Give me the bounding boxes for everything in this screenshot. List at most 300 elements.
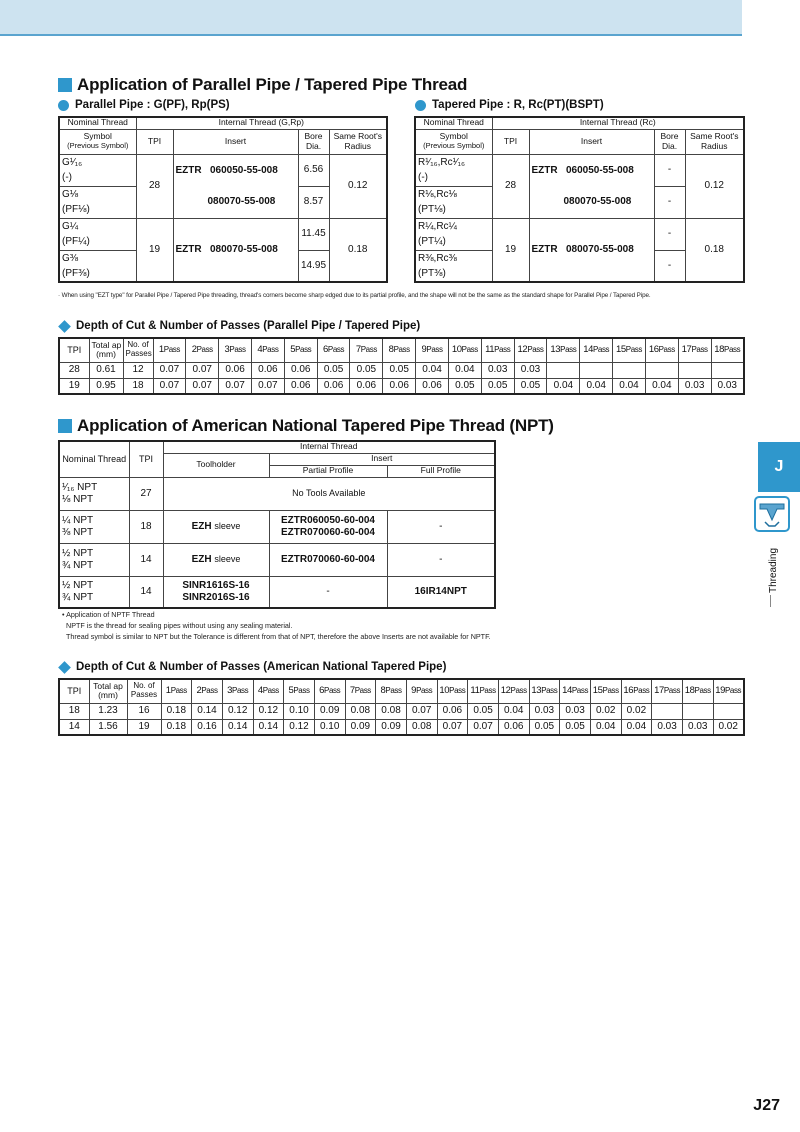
depth-cut-title-1 [58,320,420,332]
depth-value-cell: 0.16 [192,719,223,735]
pass-unit: Pass [201,685,218,695]
symbol-cell: G¹⁄₁₆ [59,154,136,170]
section-square-icon [58,78,72,92]
parallel-pipe-title [58,99,230,111]
header-pass-number [284,679,315,703]
symbol-cell: (PF⅜) [59,266,136,282]
section-title-npt-text: Application of American National Tapered Pipe Thread (NPT) [77,416,554,435]
symbol-cell: (PF⅛) [59,202,136,218]
depth-value-cell: 0.10 [284,703,315,719]
depth-value-cell: 0.03 [481,362,514,378]
depth-value-cell: 0.07 [186,378,219,394]
pass-number: 9 [411,684,417,696]
depth-value-cell: 0.12 [222,703,253,719]
depth-value-cell: 0.06 [219,362,252,378]
header-pass-number [678,338,711,362]
symbol-cell: (PT⅛) [415,202,492,218]
depth-value-cell: 0.05 [448,378,481,394]
pass-unit: Pass [527,344,544,354]
toolholder-cell [163,576,269,608]
pass-number: 18 [714,343,725,355]
parallel-pipe-table [58,116,388,283]
pass-unit: Pass [691,344,708,354]
pass-unit: Pass [295,344,312,354]
depth-value-cell: 0.04 [416,362,449,378]
pass-number: 3 [227,684,233,696]
bullet-circle-icon [58,100,69,111]
header-radius-1: Same Root's [690,130,739,141]
thread-cell [59,477,129,510]
pass-unit: Pass [393,344,410,354]
depth-value-cell: 0.09 [314,703,345,719]
symbol-cell: R⅛,Rc⅛ [415,186,492,202]
symbol-cell: (PF¼) [59,234,136,250]
insert-code: 060050-55-008 [209,164,278,176]
header-pass-number [560,679,591,703]
depth-value-cell: 0.02 [713,719,744,735]
header-total-ap [89,679,127,703]
depth-value-cell: 0.04 [498,703,529,719]
header-tpi: TPI [59,338,89,362]
passes-cell: 19 [127,719,161,735]
depth-value-cell: 0.03 [529,703,560,719]
pass-number: 5 [288,684,294,696]
pass-unit: Pass [602,685,619,695]
depth-value-cell [613,362,646,378]
tpi-cell: 28 [59,362,89,378]
depth-value-cell [645,362,678,378]
pass-unit: Pass [327,344,345,354]
pass-number: 1 [158,343,164,355]
depth-cut-title-2-text: Depth of Cut & Number of Passes (American National Tapered Pipe) [76,661,447,673]
depth-value-cell: 0.07 [468,719,499,735]
header-pass-number [251,338,284,362]
tpi-cell: 18 [129,510,163,543]
insert-code: 080070-55-008 [565,244,634,255]
depth-value-cell: 0.06 [416,378,449,394]
bore-cell: 14.95 [298,250,329,282]
depth-value-cell: 0.07 [153,362,186,378]
depth-value-cell: 0.12 [284,719,315,735]
top-header-band [0,0,742,36]
symbol-cell: (PT⅜) [415,266,492,282]
header-radius-1: Same Root's [333,130,382,141]
insert-prefix: EZTR [175,164,202,176]
insert-cell [173,154,298,186]
thread-name: ¾ NPT [62,559,94,571]
table-row [59,362,744,378]
header-toolholder: Toolholder [163,453,269,477]
pass-unit: Pass [658,344,675,354]
passes-cell: 12 [123,362,153,378]
depth-value-cell: 0.09 [345,719,376,735]
page-number: J27 [753,1097,780,1114]
pass-number: 15 [592,684,603,696]
depth-value-cell: 0.06 [383,378,416,394]
header-pass-number [437,679,468,703]
total-ap-cell: 1.56 [89,719,127,735]
header-pass-number [621,679,652,703]
header-pass-number [547,338,580,362]
total-ap-cell: 1.23 [89,703,127,719]
depth-value-cell: 0.07 [406,703,437,719]
header-radius [685,129,744,154]
tapered-pipe-title-text: Tapered Pipe : R, Rc(PT)(BSPT) [432,99,604,111]
holder-code: SINR1616S-16 [182,580,250,592]
pass-number: 19 [715,684,725,696]
holder-suffix: sleeve [214,520,241,531]
header-pass-number [153,338,186,362]
depth-value-cell [678,362,711,378]
header-passes-1: No. of [127,340,149,350]
depth-value-cell [652,703,683,719]
bore-cell: - [654,218,685,250]
insert-prefix: EZTR [531,244,558,255]
insert-code: EZTR070060-60-004 [281,526,375,538]
pass-number: 13 [550,343,561,355]
tpi-cell: 14 [129,576,163,608]
depth-value-cell: 0.06 [437,703,468,719]
header-radius-2: Radius [344,140,371,151]
pass-number: 9 [421,343,427,355]
pass-unit: Pass [592,344,610,354]
pass-number: 3 [224,343,230,355]
header-pass-number [514,338,547,362]
depth-value-cell: 0.06 [350,378,383,394]
pass-number: 10 [439,684,450,696]
pass-unit: Pass [354,685,371,695]
depth-value-cell: 0.05 [514,378,547,394]
pass-number: 16 [648,343,659,355]
section-square-icon [58,419,72,433]
side-label [756,540,792,600]
header-pass-number [284,338,317,362]
depth-value-cell: 0.04 [448,362,481,378]
depth-value-cell: 0.04 [645,378,678,394]
pass-number: 8 [388,343,394,355]
symbol-cell: R¼,Rc¼ [415,218,492,234]
depth-value-cell: 0.03 [560,703,591,719]
pass-number: 14 [583,343,593,355]
header-prev-symbol: (Previous Symbol) [67,141,129,151]
radius-cell: 0.18 [329,218,387,282]
depth-value-cell: 0.10 [314,719,345,735]
depth-value-cell: 0.05 [383,362,416,378]
header-internal-thread: Internal Thread (Rc) [492,117,744,129]
header-symbol [59,129,136,154]
insert-cell [529,154,654,186]
tpi-cell: 14 [59,719,89,735]
depth-cut-title-1-text: Depth of Cut & Number of Passes (Parallel Pipe / Tapered Pipe) [76,320,421,332]
header-pass-number [314,679,345,703]
depth-value-cell: 0.07 [153,378,186,394]
pass-unit: Pass [385,685,402,695]
header-pass-number [161,679,192,703]
radius-cell: 0.12 [685,154,744,218]
insert-prefix: EZTR [531,164,558,176]
depth-value-cell: 0.04 [613,378,646,394]
depth-value-cell: 0.08 [376,703,407,719]
header-tpi: TPI [59,679,89,703]
tpi-cell: 28 [136,154,173,218]
pass-unit: Pass [416,685,433,695]
bore-cell: 6.56 [298,154,329,186]
pass-number: 12 [500,684,511,696]
bullet-diamond-icon [58,320,71,333]
pass-number: 11 [485,343,495,355]
symbol-cell: (-) [59,170,136,186]
passes-cell: 18 [123,378,153,394]
depth-value-cell: 0.05 [350,362,383,378]
header-passes-2: Passes [130,690,158,700]
header-pass-number [219,338,252,362]
full-profile-cell: 16IR14NPT [387,576,495,608]
pass-number: 5 [290,343,296,355]
header-passes-1: No. of [133,681,155,691]
pass-unit: Pass [229,344,246,354]
symbol-cell: (PT¼) [415,234,492,250]
symbol-cell: R⅜,Rc⅜ [415,250,492,266]
threading-tool-icon [754,496,790,532]
pass-unit: Pass [232,685,249,695]
header-passes [123,338,153,362]
depth-value-cell: 0.07 [186,362,219,378]
pass-unit: Pass [262,344,279,354]
pass-number: 17 [654,684,664,696]
pass-unit: Pass [560,344,577,354]
symbol-cell: G¼ [59,218,136,234]
pass-unit: Pass [360,344,377,354]
thread-name: ½ NPT [62,580,94,592]
header-pass-number [383,338,416,362]
header-total-ap-2: (mm) [98,690,118,701]
depth-value-cell [547,362,580,378]
depth-value-cell: 0.09 [376,719,407,735]
passes-cell: 16 [127,703,161,719]
header-pass-number [711,338,744,362]
depth-cut-table-2 [58,678,745,736]
section-title-text: Application of Parallel Pipe / Tapered Pipe Thread [77,75,468,94]
pass-number: 17 [681,343,692,355]
tapered-pipe-title [415,99,604,111]
header-symbol-text: Symbol [439,131,468,142]
total-ap-cell: 0.95 [89,378,123,394]
thread-name: ½ NPT [62,548,94,559]
depth-value-cell: 0.04 [580,378,613,394]
pass-unit: Pass [449,685,466,695]
thread-name: ¾ NPT [62,591,94,603]
header-pass-number [416,338,449,362]
no-tools-cell: No Tools Available [163,477,495,510]
parallel-pipe-title-text: Parallel Pipe : G(PF), Rp(PS) [75,99,230,111]
header-pass-number [580,338,613,362]
header-tpi: TPI [492,129,529,154]
depth-value-cell: 0.06 [317,378,350,394]
depth-value-cell: 0.05 [481,378,514,394]
pass-unit: Pass [170,685,187,695]
section-title-npt [58,416,554,436]
header-pass-number [448,338,481,362]
pass-number: 2 [196,684,202,696]
header-pass-number [713,679,744,703]
pass-unit: Pass [694,685,711,695]
partial-profile-cell: - [269,576,387,608]
header-nominal-thread: Nominal Thread [59,441,129,477]
symbol-cell: G⅛ [59,186,136,202]
header-radius [329,129,387,154]
header-passes-2: Passes [125,349,152,359]
depth-value-cell: 0.07 [437,719,468,735]
depth-value-cell [682,703,713,719]
depth-value-cell [711,362,744,378]
pass-unit: Pass [461,344,478,354]
pass-unit: Pass [510,685,527,695]
insert-cell: 080070-55-008 [529,186,654,218]
pass-number: 15 [616,343,626,355]
radius-cell: 0.18 [685,218,744,282]
depth-value-cell: 0.03 [652,719,683,735]
depth-value-cell: 0.03 [711,378,744,394]
nptf-note-line: Thread symbol is similar to NPT but the Tolerance is different from that of NPT, therefore the above Inserts are not available for NPTF. [66,632,491,641]
pass-unit: Pass [262,685,279,695]
depth-value-cell: 0.06 [498,719,529,735]
header-pass-number [376,679,407,703]
pass-number: 12 [517,343,528,355]
insert-code: EZTR060050-60-004 [281,515,375,526]
header-full-profile: Full Profile [387,465,495,477]
depth-value-cell: 0.05 [529,719,560,735]
header-pass-number [186,338,219,362]
tpi-cell: 19 [59,378,89,394]
tpi-cell: 19 [492,218,529,282]
bullet-circle-icon [415,100,426,111]
threading-tool-svg [756,498,788,530]
depth-value-cell: 0.05 [468,703,499,719]
pass-unit: Pass [163,344,180,354]
header-pass-number [590,679,621,703]
chapter-tab[interactable]: J [758,442,800,492]
depth-value-cell: 0.03 [678,378,711,394]
holder-code: SINR2016S-16 [182,591,250,603]
header-bore [298,129,329,154]
pass-number: 1 [165,684,171,696]
depth-value-cell: 0.05 [560,719,591,735]
header-pass-number [350,338,383,362]
header-bore-text: Bore [304,130,323,141]
insert-code: 080070-55-008 [209,244,278,255]
header-pass-number [529,679,560,703]
symbol-cell: G⅜ [59,250,136,266]
insert-prefix: EZTR [175,244,202,255]
pipe-thread-note: · When using "EZT type" for Parallel Pipe / Tapered Pipe threading, thread's corners become sharp edged due to its partial profile, and the shape will not be the same as the standard shape for Parallel Pipe / Tapered Pipe. [58,292,651,299]
header-bore-dia: Dia. [305,140,322,151]
holder-code: EZH [191,520,212,532]
pass-unit: Pass [724,685,742,695]
header-pass-number [192,679,223,703]
header-pass-number [498,679,529,703]
depth-value-cell: 0.02 [621,703,652,719]
header-pass-number [253,679,284,703]
pass-unit: Pass [426,344,443,354]
toolholder-cell [163,543,269,576]
header-tpi: TPI [136,129,173,154]
header-radius-2: Radius [701,140,728,151]
depth-value-cell [713,703,744,719]
header-tpi: TPI [129,441,163,477]
depth-value-cell: 0.04 [547,378,580,394]
header-nominal-thread: Nominal Thread [415,117,492,129]
tapered-pipe-table [414,116,745,283]
pass-number: 16 [623,684,634,696]
depth-cut-title-2 [58,661,446,673]
header-partial-profile: Partial Profile [269,465,387,477]
header-internal-thread: Internal Thread [163,441,495,453]
total-ap-cell: 0.61 [89,362,123,378]
tpi-cell: 19 [136,218,173,282]
header-pass-number [613,338,646,362]
pass-number: 14 [562,684,572,696]
header-prev-symbol: (Previous Symbol) [423,141,485,151]
pass-number: 13 [531,684,542,696]
depth-value-cell: 0.07 [219,378,252,394]
nptf-note-line: NPTF is the thread for sealing pipes without using any sealing material. [66,621,293,630]
holder-code: EZH [191,553,212,565]
depth-value-cell: 0.06 [284,378,317,394]
nptf-notes [62,609,491,642]
pass-number: 6 [323,343,328,355]
pass-number: 4 [257,684,263,696]
header-passes [127,679,161,703]
pass-unit: Pass [633,685,650,695]
bore-cell: 11.45 [298,218,329,250]
header-symbol [415,129,492,154]
depth-value-cell: 0.18 [161,719,192,735]
pass-number: 2 [191,343,197,355]
full-profile-cell: - [387,543,495,576]
header-total-ap [89,338,123,362]
npt-table [58,440,496,609]
header-internal-thread: Internal Thread (G,Rp) [136,117,387,129]
symbol-cell: R¹⁄₁₆,Rc¹⁄₁₆ [415,154,492,170]
header-insert: Insert [529,129,654,154]
header-nominal-thread: Nominal Thread [59,117,136,129]
pass-number: 11 [470,684,480,696]
header-pass-number [317,338,350,362]
pass-unit: Pass [663,685,681,695]
header-pass-number [406,679,437,703]
partial-profile-cell: EZTR070060-60-004 [269,543,387,576]
nptf-note-line: • Application of NPTF Thread [62,610,155,619]
section-title-pipe-thread [58,75,467,95]
holder-suffix: sleeve [214,553,241,564]
pass-number: 6 [319,684,325,696]
header-pass-number [222,679,253,703]
tpi-cell: 14 [129,543,163,576]
toolholder-cell [163,510,269,543]
insert-cell: 080070-55-008 [173,186,298,218]
table-row [59,719,744,735]
thread-name: ⅜ NPT [62,526,94,538]
pass-number: 4 [257,343,263,355]
pass-number: 7 [355,343,361,355]
depth-value-cell: 0.08 [406,719,437,735]
insert-cell [173,218,298,282]
thread-cell [59,510,129,543]
pass-number: 7 [349,684,355,696]
pass-number: 8 [380,684,386,696]
header-pass-number [652,679,683,703]
header-total-ap-1: Total ap [93,680,123,691]
